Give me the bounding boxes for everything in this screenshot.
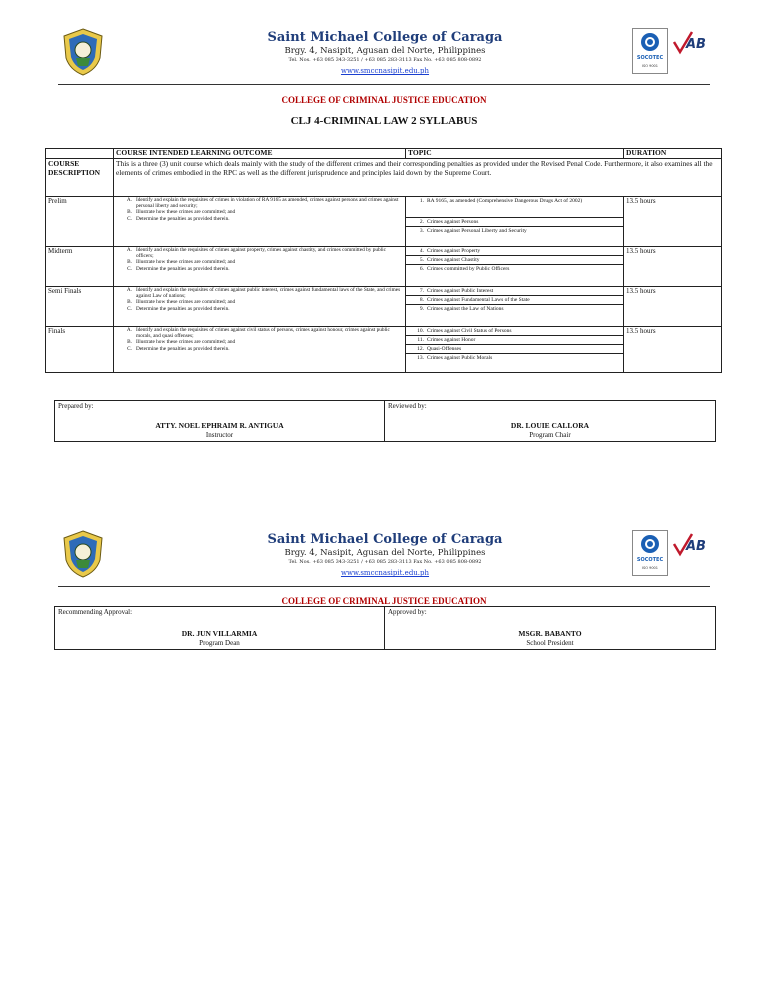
- reviewed-by-name: DR. LOUIE CALLORA: [510, 421, 590, 430]
- topic-item: 4. Crimes against Property: [406, 247, 623, 256]
- page-header-1: [0, 0, 768, 90]
- iso-label: ISO 9001: [641, 64, 659, 68]
- page-header-2: [0, 502, 768, 592]
- header-topic: TOPIC: [406, 149, 624, 159]
- approved-by-cell: [385, 607, 715, 649]
- table-header-row: [46, 149, 722, 159]
- term-cell: Finals: [46, 327, 114, 373]
- objective-item: C. Determine the penalties as provided therein.: [127, 345, 230, 352]
- recommending-approval-name: DR. JUN VILLARMIA: [181, 629, 258, 638]
- topic-item: 6. Crimes committed by Public Officers: [419, 266, 510, 272]
- topic-item: 5. Crimes against Chastity: [406, 256, 623, 265]
- term-cell: Prelim: [46, 197, 114, 247]
- term-cell: Midterm: [46, 247, 114, 287]
- course-description-label: COURSE DESCRIPTION: [46, 159, 114, 197]
- prepared-by-name: ATTY. NOEL EPHRAIM R. ANTIGUA: [155, 421, 284, 430]
- table-row: [46, 197, 722, 247]
- course-description-row: [46, 159, 722, 197]
- objectives-cell: [114, 247, 406, 287]
- objective-item: C. Determine the penalties as provided therein.: [127, 305, 230, 312]
- objectives-cell: [114, 197, 406, 247]
- term-cell: Semi Finals: [46, 287, 114, 327]
- reviewed-by-label: Reviewed by:: [388, 402, 427, 410]
- objective-item: B. Illustrate how these crimes are committed; and: [127, 259, 236, 266]
- header-divider: [58, 84, 710, 85]
- college-name: COLLEGE OF CRIMINAL JUSTICE EDUCATION: [281, 95, 487, 105]
- reviewed-by-role: Program Chair: [529, 431, 571, 439]
- recommending-approval-cell: [55, 607, 385, 649]
- header-duration: DURATION: [624, 149, 722, 159]
- school-seal-icon: [62, 28, 104, 76]
- prepared-by-cell: [55, 401, 385, 441]
- objective-item: A. Identify and explain the requisites of crimes against civil status of persons, crimes against honour, crimes against public morals, and quasi offenses;: [126, 327, 390, 340]
- objective-item: A. Identify and explain the requisites of crimes against public interest, crimes against fundamental laws of the State, and crimes against Law of nations;: [126, 287, 401, 300]
- school-name: Saint Michael College of Caraga: [267, 532, 503, 547]
- signature-box-2: [54, 606, 716, 650]
- table-row: [46, 247, 722, 287]
- socotec-icon: [640, 32, 660, 52]
- school-website-link[interactable]: www.smccnasipit.edu.ph: [340, 67, 430, 75]
- certification-badge: [632, 530, 668, 576]
- topics-cell: [406, 327, 624, 373]
- topic-item: 13. Crimes against Public Morals: [417, 355, 493, 361]
- socotec-label: SOCOTEC: [636, 557, 664, 563]
- objectives-cell: [114, 287, 406, 327]
- syllabus-title: CLJ 4-CRIMINAL LAW 2 SYLLABUS: [290, 115, 478, 127]
- objective-item: A. Identify and explain the requisites of crimes against property, crimes against chastity, and crimes committed by public officers;: [126, 247, 386, 260]
- topics-cell: [406, 247, 624, 287]
- duration-cell: 13.5 hours: [624, 197, 722, 247]
- header-divider: [58, 586, 710, 587]
- duration-cell: 13.5 hours: [624, 247, 722, 287]
- accreditation-logo: [672, 28, 708, 72]
- approved-by-label: Approved by:: [388, 608, 427, 616]
- school-telephone: Tel. Nos. +63 085 343-3251 / +63 085 283-3113 Fax No. +63 085 808-0892: [288, 57, 482, 63]
- ab-label: AB: [686, 37, 706, 52]
- table-row: [46, 287, 722, 327]
- objective-item: A. Identify and explain the requisites of crimes in violation of RA 9165 as amended, crimes against persons and crimes against personal liberty and security;: [126, 197, 399, 210]
- school-name: Saint Michael College of Caraga: [267, 30, 503, 45]
- accreditation-logo: [672, 530, 708, 574]
- objective-item: B. Illustrate how these crimes are committed; and: [127, 299, 236, 306]
- school-address: Brgy. 4, Nasipit, Agusan del Norte, Philippines: [284, 548, 486, 558]
- iso-label: ISO 9001: [641, 566, 659, 570]
- recommending-approval-role: Program Dean: [199, 639, 240, 647]
- objective-item: C. Determine the penalties as provided therein.: [127, 265, 230, 272]
- topic-item: 3. Crimes against Personal Liberty and Security: [419, 228, 527, 234]
- approved-by-name: MSGR. BABANTO: [518, 629, 582, 638]
- table-row: [46, 327, 722, 373]
- header-blank-cell: [46, 149, 114, 159]
- topic-item: 2. Crimes against Persons: [406, 218, 623, 227]
- topic-item: 12. Quasi-Offenses: [406, 345, 623, 354]
- objective-item: B. Illustrate how these crimes are committed; and: [127, 339, 236, 346]
- reviewed-by-cell: [385, 401, 715, 441]
- course-description-text: This is a three (3) unit course which deals mainly with the study of the different crimes and their corresponding penalties as provided under the Revised Penal Code. Furthermore, it also examines all the elements of crimes embodied in the RPC as well as the different jurisprudence and principles laid down by the Supreme Court.: [114, 159, 722, 197]
- topic-item: 7. Crimes against Public Interest: [406, 287, 623, 296]
- duration-cell: 13.5 hours: [624, 287, 722, 327]
- prepared-by-label: Prepared by:: [58, 402, 94, 410]
- school-website-link[interactable]: www.smccnasipit.edu.ph: [340, 569, 430, 577]
- topic-item: 9. Crimes against the Law of Nations: [419, 306, 504, 312]
- objective-item: C. Determine the penalties as provided therein.: [127, 215, 230, 222]
- recommending-approval-label: Recommending Approval:: [58, 608, 133, 616]
- prepared-by-role: Instructor: [205, 431, 234, 439]
- school-telephone: Tel. Nos. +63 085 343-3251 / +63 085 283-3113 Fax No. +63 085 808-0892: [288, 559, 482, 565]
- socotec-label: SOCOTEC: [636, 55, 664, 61]
- topics-cell: [406, 197, 624, 247]
- ab-label: AB: [686, 539, 706, 554]
- certification-badge: [632, 28, 668, 74]
- topic-item: 10. Crimes against Civil Status of Persons: [406, 327, 623, 336]
- syllabus-table: [45, 148, 722, 373]
- topic-item: 11. Crimes against Honor: [406, 336, 623, 345]
- topics-cell: [406, 287, 624, 327]
- signature-box-1: [54, 400, 716, 442]
- school-seal-icon: [62, 530, 104, 578]
- objectives-cell: [114, 327, 406, 373]
- approved-by-role: School President: [526, 639, 574, 647]
- topic-item: 1. RA 9165, as amended (Comprehensive Dangerous Drugs Act of 2002): [406, 197, 623, 218]
- header-outcome: COURSE INTENDED LEARNING OUTCOME: [114, 149, 406, 159]
- socotec-icon: [640, 534, 660, 554]
- objective-item: B. Illustrate how these crimes are committed; and: [127, 209, 236, 216]
- college-name: COLLEGE OF CRIMINAL JUSTICE EDUCATION: [281, 596, 487, 606]
- topic-item: 8. Crimes against Fundamental Laws of the State: [406, 296, 623, 305]
- school-address: Brgy. 4, Nasipit, Agusan del Norte, Philippines: [284, 46, 486, 56]
- duration-cell: 13.5 hours: [624, 327, 722, 373]
